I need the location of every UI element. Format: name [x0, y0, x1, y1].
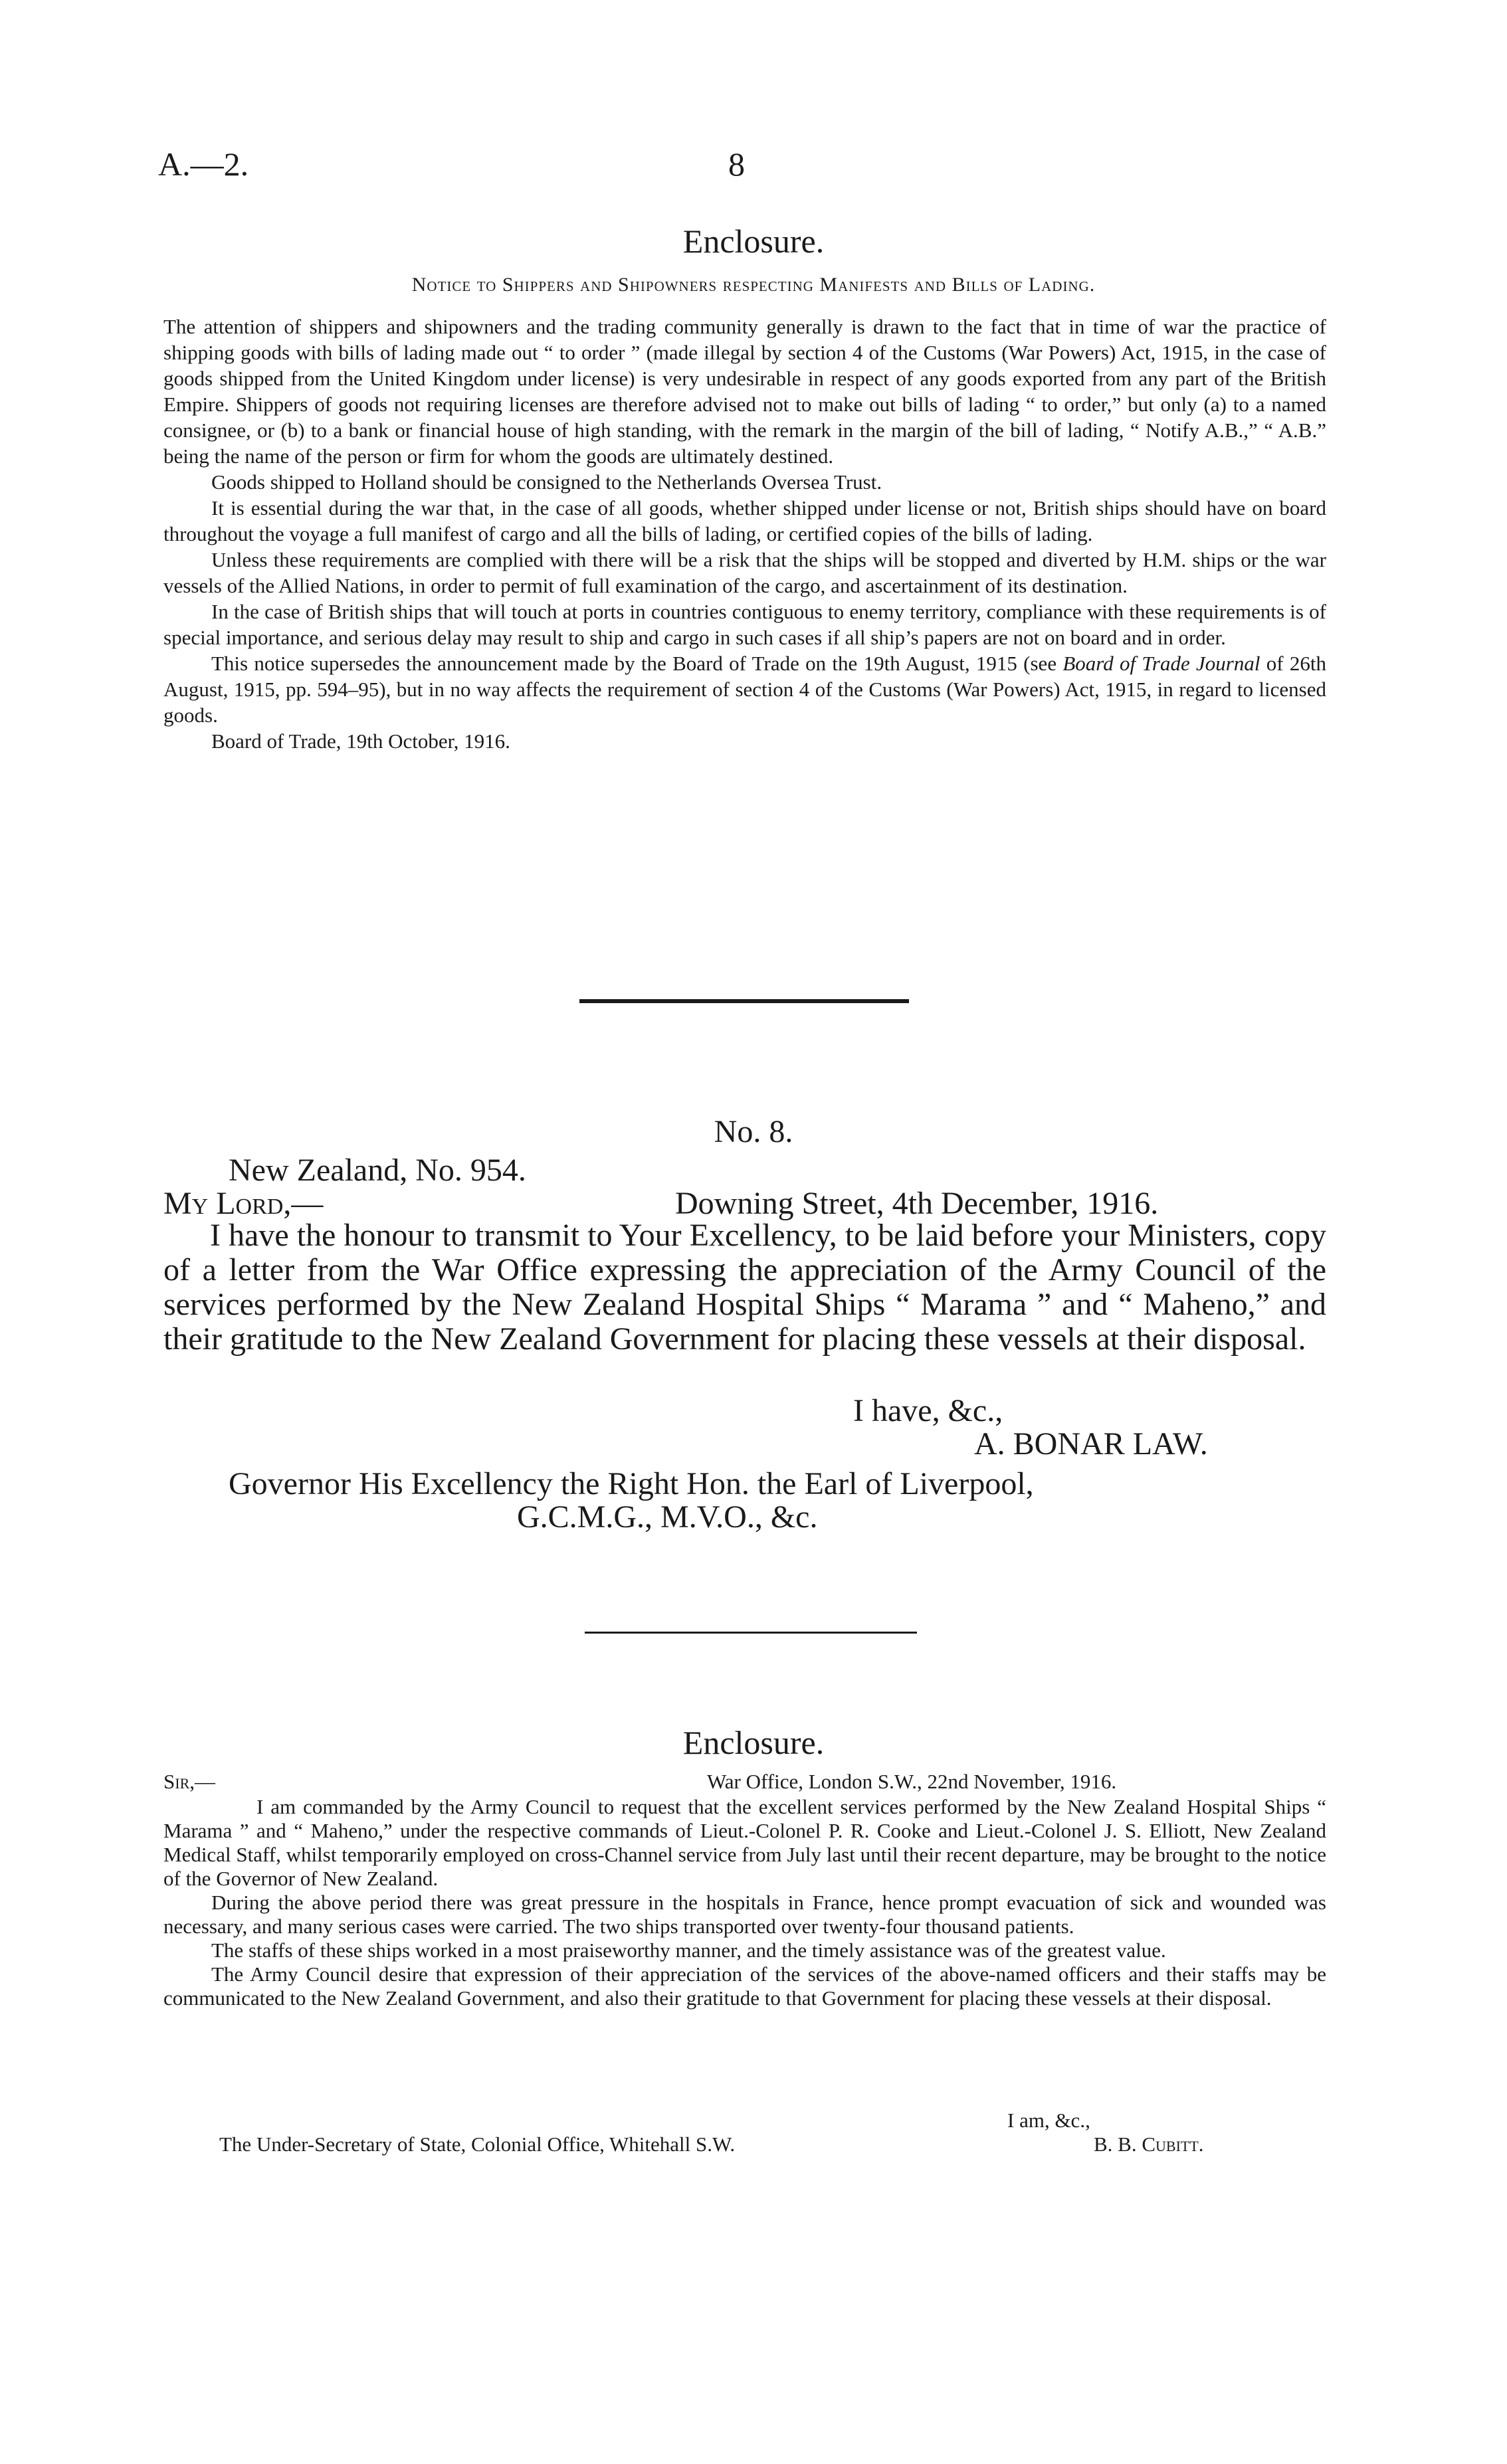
despatch-reference: New Zealand, No. 954.: [229, 1153, 526, 1188]
despatch-addressee-line1: Governor His Excellency the Right Hon. the Earl of Liverpool,: [229, 1466, 1034, 1501]
letter-paragraph-1: I am commanded by the Army Council to request that the excellent services performed by the New Zealand Hospital Ships “ Marama ” and “ Maheno,” under the respective commands of Lieut.-Colonel P. R. Cooke and Lieut.-Colonel J. S. Elliott, New Zealand Medical Staff, whilst temporarily employed on cross-Channel service from July last until their recent departure, may be brought to the notice of the Governor of New Zealand.: [163, 1795, 1326, 1890]
letter-place-date: War Office, London S.W., 22nd November, 1916.: [707, 1770, 1117, 1793]
notice-paragraph-2: Goods shipped to Holland should be consigned to the Netherlands Oversea Trust.: [211, 470, 882, 494]
enclosure-title-1: Enclosure.: [682, 223, 825, 260]
despatch-paragraph: I have the honour to transmit to Your Excellency, to be laid before your Ministers, copy of a letter from the War Office expressing the appreciation of the Army Council of the services performed by the New Zealand Hospital Ships “ Marama ” and “ Maheno,” and their gratitude to the New Zealand Government for placing these vessels at their disposal.: [163, 1218, 1326, 1357]
section-divider-thin: [585, 1632, 917, 1634]
letter-salutation: Sir,—: [163, 1770, 215, 1793]
page-number: 8: [728, 145, 745, 183]
document-reference: A.—2.: [158, 145, 249, 183]
letter-closing: I am, &c.,: [1007, 2109, 1090, 2132]
despatch-body: [163, 1218, 1326, 1357]
despatch-salutation: My Lord,—: [163, 1186, 324, 1221]
despatch-addressee-line2: G.C.M.G., M.V.O., &c.: [517, 1499, 818, 1535]
notice-paragraph-3: It is essential during the war that, in the case of all goods, whether shipped under license or not, British ships should have on board throughout the voyage a full manifest of cargo and all the bills of lading, or certified copies of the bills of lading.: [163, 496, 1326, 545]
letter-paragraph-4: The Army Council desire that expression of their appreciation of the services of the above-named officers and their staffs may be communicated to the New Zealand Government, and also their gratitude to that Government for placing these vessels at their disposal.: [163, 1962, 1326, 2010]
section-divider-thick: [579, 999, 909, 1003]
enclosure-title-2: Enclosure.: [682, 1724, 825, 1761]
letter-addressee: The Under-Secretary of State, Colonial Office, Whitehall S.W.: [219, 2132, 736, 2156]
notice-heading: Notice to Shippers and Shipowners respecting Manifests and Bills of Lading.: [411, 274, 1096, 296]
notice-paragraph-1: The attention of shippers and shipowners and the trading community generally is drawn to the fact that in time of war the practice of shipping goods with bills of lading made out “ to order ” (made illegal by section 4 of the Customs (War Powers) Act, 1915, in the case of goods shipped from the United Kingdom under license) is very undesirable in respect of any goods exported from any part of the British Empire. Shippers of goods not requiring licenses are therefore advised not to make out bills of lading “ to order,” but only (a) to a named consignee, or (b) to a bank or financial house of high standing, with the remark in the margin of the bill of lading, “ Notify A.B.,” “ A.B.” being the name of the person or firm for whom the goods are ultimately destined.: [163, 315, 1326, 468]
notice-paragraph-4: Unless these requirements are complied with there will be a risk that the ships will be stopped and diverted by H.M. ships or the war vessels of the Allied Nations, in order to permit of full examination of the cargo, and ascertainment of its destination.: [163, 548, 1326, 597]
letter-paragraph-3: The staffs of these ships worked in a most praiseworthy manner, and the timely assistance was of the greatest value.: [211, 1939, 1166, 1962]
notice-body: [163, 314, 1326, 754]
notice-paragraph-5: In the case of British ships that will touch at ports in countries contiguous to enemy territory, compliance with these requirements is of special importance, and serious delay may result to ship and cargo in such cases if all ship’s papers are not on board and in order.: [163, 600, 1326, 649]
despatch-number: No. 8.: [714, 1114, 793, 1149]
despatch-place-date: Downing Street, 4th December, 1916.: [675, 1186, 1159, 1221]
letter-body: [163, 1795, 1326, 2010]
despatch-signature: A. BONAR LAW.: [974, 1426, 1208, 1462]
letter-paragraph-2: During the above period there was great pressure in the hospitals in France, hence prompt evacuation of sick and wounded was necessary, and many serious cases were carried. The two ships transported over twenty-four thousand patients.: [163, 1891, 1326, 1938]
journal-title: Board of Trade Journal: [1062, 652, 1260, 675]
notice-signoff: Board of Trade, 19th October, 1916.: [211, 729, 510, 753]
despatch-closing: I have, &c.,: [853, 1393, 1003, 1428]
notice-paragraph-6: This notice supersedes the announcement made by the Board of Trade on the 19th August, 1915 (see Board of Trade Journal of 26th August, 1915, pp. 594–95), but in no way affects the requirement of section 4 of the Customs (War Powers) Act, 1915, in regard to licensed goods.: [163, 652, 1326, 727]
letter-signature: B. B. Cubitt.: [1094, 2132, 1204, 2156]
